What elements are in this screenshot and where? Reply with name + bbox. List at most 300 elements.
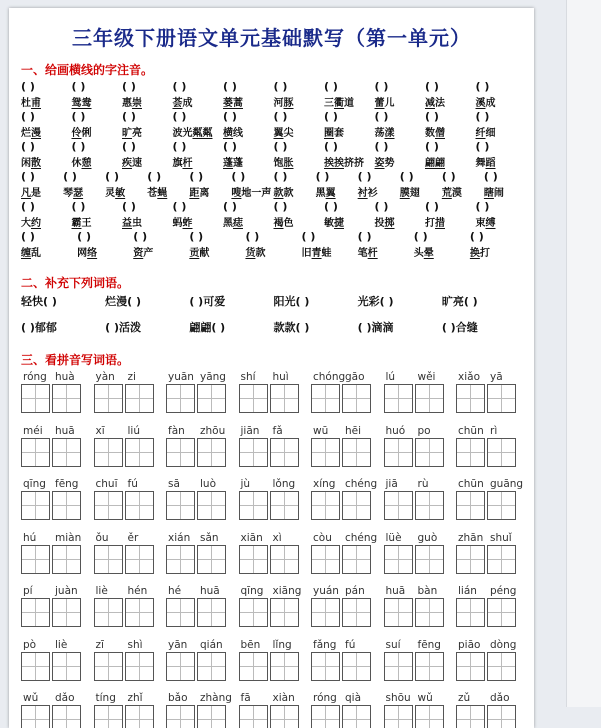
pinyin-syllable: rì [490,424,498,437]
pinyin-syllable: wěi [417,371,436,383]
pinyin-blank: ( ) [399,170,414,183]
writing-cell [342,384,371,413]
pinyin-blank: ( ) [324,80,338,93]
writing-cell [52,491,81,520]
fill-in-phrase: 光彩( ) [357,295,394,308]
pinyin-syllable: yuán [313,585,339,597]
word-with-underline: 货款 [245,248,266,259]
word-with-underline: 换打 [469,248,490,259]
pinyin-blank: ( ) [21,230,35,243]
pinyin-syllable: chūn [458,424,484,437]
writing-cell [456,384,485,413]
word-with-underline: 闲散 [21,158,41,169]
pinyin-blank: ( ) [21,170,35,183]
pinyin-blank: ( ) [483,170,498,183]
pinyin-blank: ( ) [315,170,330,183]
pinyin-syllable: huó [385,424,406,437]
pinyin-syllable: dǎo [55,692,75,704]
pinyin-syllable: huā [200,585,220,597]
pinyin-blank: ( ) [21,140,35,153]
pinyin-syllable: chéng [345,478,378,490]
writing-cell [342,438,371,467]
writing-cell [239,598,268,627]
writing-cell [311,705,340,728]
pinyin-syllable: jiān [240,424,260,437]
pinyin-blank: ( ) [105,170,120,183]
writing-cell [270,438,299,467]
writing-cell [94,438,123,467]
word-with-underline: 鸳鸯 [71,98,92,109]
writing-cell [342,491,371,520]
pinyin-syllable: suí [385,638,401,651]
pinyin-syllable: pán [345,585,365,597]
word-with-underline: 饱胀 [273,158,294,169]
fill-in-phrase: 翩翩( ) [189,321,226,334]
pinyin-blank: ( ) [475,80,490,93]
pinyin-blank: ( ) [71,200,86,213]
word-with-underline: 纤细 [475,128,496,139]
writing-cell [456,545,485,574]
writing-cell [456,652,485,681]
pinyin-syllable: méi [23,424,43,437]
pinyin-blank: ( ) [469,230,484,243]
pinyin-syllable: bēn [240,638,261,651]
writing-cell [21,598,50,627]
viewer-side-panel [566,0,601,707]
writing-cell [94,705,123,728]
pinyin-syllable: juàn [55,585,78,597]
pinyin-syllable: hēi [345,424,362,437]
pinyin-blank: ( ) [172,200,187,213]
pinyin-blank: ( ) [223,200,237,213]
pinyin-syllable: còu [313,531,332,544]
pinyin-syllable: sā [168,478,180,490]
writing-cell [415,598,444,627]
pinyin-syllable: chūn [458,478,484,490]
pinyin-blank: ( ) [122,140,136,153]
pinyin-blank: ( ) [374,140,389,153]
pinyin-blank: ( ) [475,200,490,213]
pinyin-blank: ( ) [374,110,389,123]
pinyin-syllable: piāo [458,638,481,651]
writing-cell [270,384,299,413]
word-with-underline: 休憩 [71,158,92,169]
pinyin-blank: ( ) [71,80,86,93]
writing-cell [342,545,371,574]
writing-cell [52,438,81,467]
word-with-underline: 瞎闹 [483,188,504,199]
pinyin-blank: ( ) [413,230,428,243]
pinyin-syllable: shuǐ [490,531,512,544]
pinyin-syllable: zi [127,371,136,383]
word-with-underline: 益虫 [122,218,142,229]
pinyin-blank: ( ) [441,170,456,183]
pinyin-syllable: chuī [95,478,118,490]
writing-cell [239,384,268,413]
writing-cell [311,384,340,413]
pinyin-syllable: fēng [55,478,79,490]
writing-cell [21,545,50,574]
word-with-underline: 蒌蒿 [223,98,243,109]
fill-in-phrase: ( )滴滴 [357,321,394,334]
pinyin-syllable: zǔ [458,692,471,704]
word-with-underline: 苍蝇 [147,188,168,199]
pinyin-blank: ( ) [223,80,237,93]
writing-cell [311,545,340,574]
pinyin-blank: ( ) [425,80,439,93]
word-with-underline: 三衢道 [324,98,354,109]
writing-cell [94,545,123,574]
writing-cell [197,705,226,728]
word-with-underline: 凡是 [21,188,41,199]
pinyin-blank: ( ) [223,140,237,153]
pinyin-blank: ( ) [273,200,288,213]
writing-cell [342,652,371,681]
writing-cell [415,705,444,728]
writing-cell [94,652,123,681]
pinyin-blank: ( ) [273,140,288,153]
pinyin-syllable: róng [23,371,47,383]
pinyin-blank: ( ) [223,110,237,123]
pinyin-syllable: yān [168,638,188,651]
writing-cell [270,652,299,681]
pinyin-syllable: wǔ [417,692,433,704]
pinyin-syllable: xiàn [272,692,295,704]
fill-in-phrase: 烂漫( ) [105,295,142,308]
pinyin-syllable: fǎ [272,424,283,437]
pinyin-syllable: qià [345,692,362,704]
fill-in-phrase: 旷亮( ) [441,295,478,308]
word-with-underline: 蕾儿 [374,98,395,109]
writing-cell [415,652,444,681]
word-with-underline: 款款 [273,188,294,199]
pinyin-blank: ( ) [172,80,187,93]
word-with-underline: 束缚 [475,218,496,229]
writing-cell [270,598,299,627]
pinyin-syllable: wǔ [23,692,39,704]
writing-cell [384,705,413,728]
writing-cell [239,438,268,467]
pinyin-blank: ( ) [425,200,439,213]
pinyin-syllable: dòng [490,638,517,651]
writing-cell [456,438,485,467]
writing-cell [487,545,516,574]
pinyin-syllable: bǎo [168,692,188,704]
pinyin-syllable: xíng [313,478,336,490]
pinyin-syllable: huā [55,424,75,437]
writing-cell [384,438,413,467]
writing-cell [197,598,226,627]
writing-cell [52,652,81,681]
writing-cell [94,491,123,520]
word-with-underline: 贡献 [189,248,210,259]
pinyin-blank: ( ) [71,110,86,123]
pinyin-syllable: huà [55,371,75,383]
pinyin-blank: ( ) [475,140,490,153]
word-with-underline: 荡漾 [374,128,395,139]
pinyin-blank: ( ) [63,170,77,183]
pinyin-syllable: luò [200,478,216,490]
writing-cell [21,438,50,467]
writing-cell [125,652,154,681]
pinyin-syllable: guò [417,531,438,544]
pinyin-syllable: liè [55,638,68,651]
word-with-underline: 杜甫 [21,98,41,109]
writing-cell [239,491,268,520]
pinyin-syllable: xì [272,531,282,544]
pinyin-blank: ( ) [357,170,372,183]
word-with-underline: 蓬蓬 [223,158,243,169]
pinyin-syllable: tíng [95,692,116,704]
pinyin-syllable: liú [127,424,140,437]
writing-cell [311,598,340,627]
pinyin-syllable: yāng [200,371,226,383]
fill-in-phrase: 轻快( ) [21,295,57,308]
word-with-underline: 旗杆 [172,158,193,169]
writing-cell [166,491,195,520]
pinyin-syllable: hé [168,585,182,597]
writing-cell [21,652,50,681]
pinyin-syllable: wū [313,424,329,437]
writing-cell [384,491,413,520]
pinyin-blank: ( ) [273,170,288,183]
writing-cell [21,491,50,520]
pinyin-blank: ( ) [245,230,260,243]
writing-cell [342,598,371,627]
word-with-underline: 灵敏 [105,188,126,199]
pinyin-blank: ( ) [172,140,187,153]
pinyin-blank: ( ) [122,80,136,93]
pinyin-blank: ( ) [324,110,338,123]
writing-cell [384,652,413,681]
writing-cell [166,438,195,467]
writing-cell [415,384,444,413]
pinyin-blank: ( ) [21,80,35,93]
word-with-underline: 数僧 [425,128,445,139]
pinyin-syllable: lián [458,585,477,597]
pinyin-syllable: huā [385,585,406,597]
pinyin-syllable: xī [95,424,105,437]
pinyin-syllable: shí [240,371,256,383]
writing-cell [94,384,123,413]
fill-in-phrase: ( )合缝 [441,321,478,334]
writing-cell [52,598,81,627]
pinyin-blank: ( ) [21,200,35,213]
pinyin-blank: ( ) [189,170,204,183]
writing-cell [239,652,268,681]
pinyin-syllable: qīng [240,585,264,597]
word-with-underline: 大约 [21,218,41,229]
writing-cell [270,705,299,728]
writing-cell [21,705,50,728]
word-with-underline: 旧青蛙 [301,248,332,259]
pinyin-syllable: hú [23,531,37,544]
pinyin-syllable: shōu [385,692,411,704]
word-with-underline: 嗖地一声 [231,188,272,199]
fill-in-phrase: ( )活泼 [105,321,142,334]
pinyin-blank: ( ) [374,80,389,93]
writing-cell [487,598,516,627]
word-with-underline: 旷亮 [122,128,142,139]
word-with-underline: 圈套 [324,128,344,139]
pinyin-syllable: lǒng [272,478,296,490]
pinyin-syllable: chéng [345,531,378,544]
writing-cell [456,598,485,627]
writing-cell [415,491,444,520]
word-with-underline: 黑翼 [315,188,336,199]
pinyin-syllable: pí [23,585,33,597]
pinyin-syllable: gāo [345,371,365,383]
pinyin-syllable: shì [127,638,143,651]
writing-cell [125,598,154,627]
writing-cell [125,438,154,467]
pinyin-syllable: qián [200,638,223,651]
fill-in-phrase: 款款( ) [273,321,310,334]
writing-cell [384,598,413,627]
pinyin-blank: ( ) [324,200,338,213]
pinyin-syllable: fú [345,638,356,651]
pinyin-blank: ( ) [301,230,316,243]
pinyin-blank: ( ) [21,110,35,123]
word-with-underline: 伶俐 [71,128,92,139]
word-with-underline: 蚂蚱 [172,218,193,229]
pinyin-blank: ( ) [71,140,86,153]
writing-cell [239,705,268,728]
writing-cell [415,545,444,574]
writing-cell [311,438,340,467]
pinyin-syllable: chóng [313,371,346,383]
writing-cell [52,545,81,574]
word-with-underline: 翩翩 [425,158,445,169]
writing-cell [21,384,50,413]
pinyin-syllable: zhōu [200,424,226,437]
fill-in-phrase: 阳光( ) [273,295,310,308]
pinyin-blank: ( ) [172,110,187,123]
word-with-underline: 舞蹈 [475,158,496,169]
word-with-underline: 减法 [425,98,445,109]
pinyin-syllable: zī [95,638,104,651]
writing-cell [166,545,195,574]
writing-cell [270,545,299,574]
writing-cell [342,705,371,728]
writing-cell [456,491,485,520]
pinyin-syllable: xiāng [272,585,302,597]
pinyin-syllable: péng [490,585,517,597]
writing-cell [239,545,268,574]
writing-cell [311,491,340,520]
pinyin-syllable: rù [417,478,429,490]
word-with-underline: 缠乱 [21,248,41,259]
pinyin-syllable: guāng [490,478,524,490]
word-with-underline: 荟成 [172,98,193,109]
pinyin-syllable: miàn [55,531,82,544]
word-with-underline: 疾速 [122,158,142,169]
writing-cell [197,438,226,467]
pinyin-blank: ( ) [273,110,288,123]
word-with-underline: 褐色 [273,218,294,229]
word-with-underline: 霸王 [71,218,92,229]
section-3-heading: 三、看拼音写词语。 [21,353,130,367]
pinyin-blank: ( ) [425,140,439,153]
word-with-underline: 翼尖 [273,128,294,139]
pinyin-syllable: jiā [385,478,398,490]
section-2-heading: 二、补充下列词语。 [21,276,130,290]
word-with-underline: 横线 [223,128,243,139]
pinyin-syllable: lú [385,371,396,383]
pinyin-blank: ( ) [147,170,162,183]
writing-cell [166,705,195,728]
writing-cell [456,705,485,728]
pinyin-blank: ( ) [273,80,288,93]
pinyin-syllable: huì [272,371,289,383]
word-with-underline: 头晕 [413,248,434,259]
writing-cell [125,491,154,520]
word-with-underline: 烂漫 [21,128,41,139]
pinyin-syllable: pò [23,638,37,651]
writing-cell [166,598,195,627]
writing-cell [197,652,226,681]
pinyin-syllable: fēng [417,638,441,651]
writing-cell [52,384,81,413]
pinyin-syllable: yuān [168,371,194,383]
pinyin-syllable: xiān [240,531,263,544]
writing-cell [487,705,516,728]
writing-cell [125,384,154,413]
writing-cell [166,384,195,413]
document-page [9,8,534,728]
pinyin-syllable: qīng [23,478,46,490]
pinyin-syllable: yā [490,371,503,383]
pinyin-syllable: sǎn [200,531,219,544]
writing-cell [487,491,516,520]
pinyin-syllable: zhān [458,531,484,544]
writing-cell [384,545,413,574]
word-with-underline: 溪成 [475,98,496,109]
writing-cell [52,705,81,728]
pinyin-blank: ( ) [122,110,136,123]
pinyin-blank: ( ) [189,230,204,243]
word-with-underline: 河豚 [273,98,294,109]
word-with-underline: 荒漠 [441,188,462,199]
writing-cell [311,652,340,681]
pinyin-syllable: lüè [385,531,402,544]
pinyin-syllable: bàn [417,585,438,597]
pinyin-syllable: fú [127,478,138,490]
word-with-underline: 打措 [425,218,445,229]
pinyin-blank: ( ) [133,230,148,243]
pinyin-blank: ( ) [77,230,91,243]
fill-in-phrase: ( )可爱 [189,295,226,308]
word-with-underline: 挨挨挤挤 [324,158,364,169]
pinyin-syllable: dǎo [490,692,510,704]
word-with-underline: 膜翅 [399,188,420,199]
writing-cell [125,545,154,574]
word-with-underline: 敏捷 [324,218,344,229]
writing-cell [125,705,154,728]
writing-cell [166,652,195,681]
word-with-underline: 距离 [189,188,210,199]
section-1-heading: 一、给画横线的字注音。 [21,63,154,77]
writing-cell [197,545,226,574]
word-with-underline: 衬衫 [357,188,378,199]
pinyin-syllable: ěr [127,531,139,544]
pinyin-syllable: hén [127,585,148,597]
word-with-underline: 笔杆 [357,248,378,259]
pinyin-syllable: yàn [95,371,115,383]
word-with-underline: 网络 [77,248,98,259]
pinyin-blank: ( ) [122,200,136,213]
pinyin-syllable: róng [313,692,337,704]
